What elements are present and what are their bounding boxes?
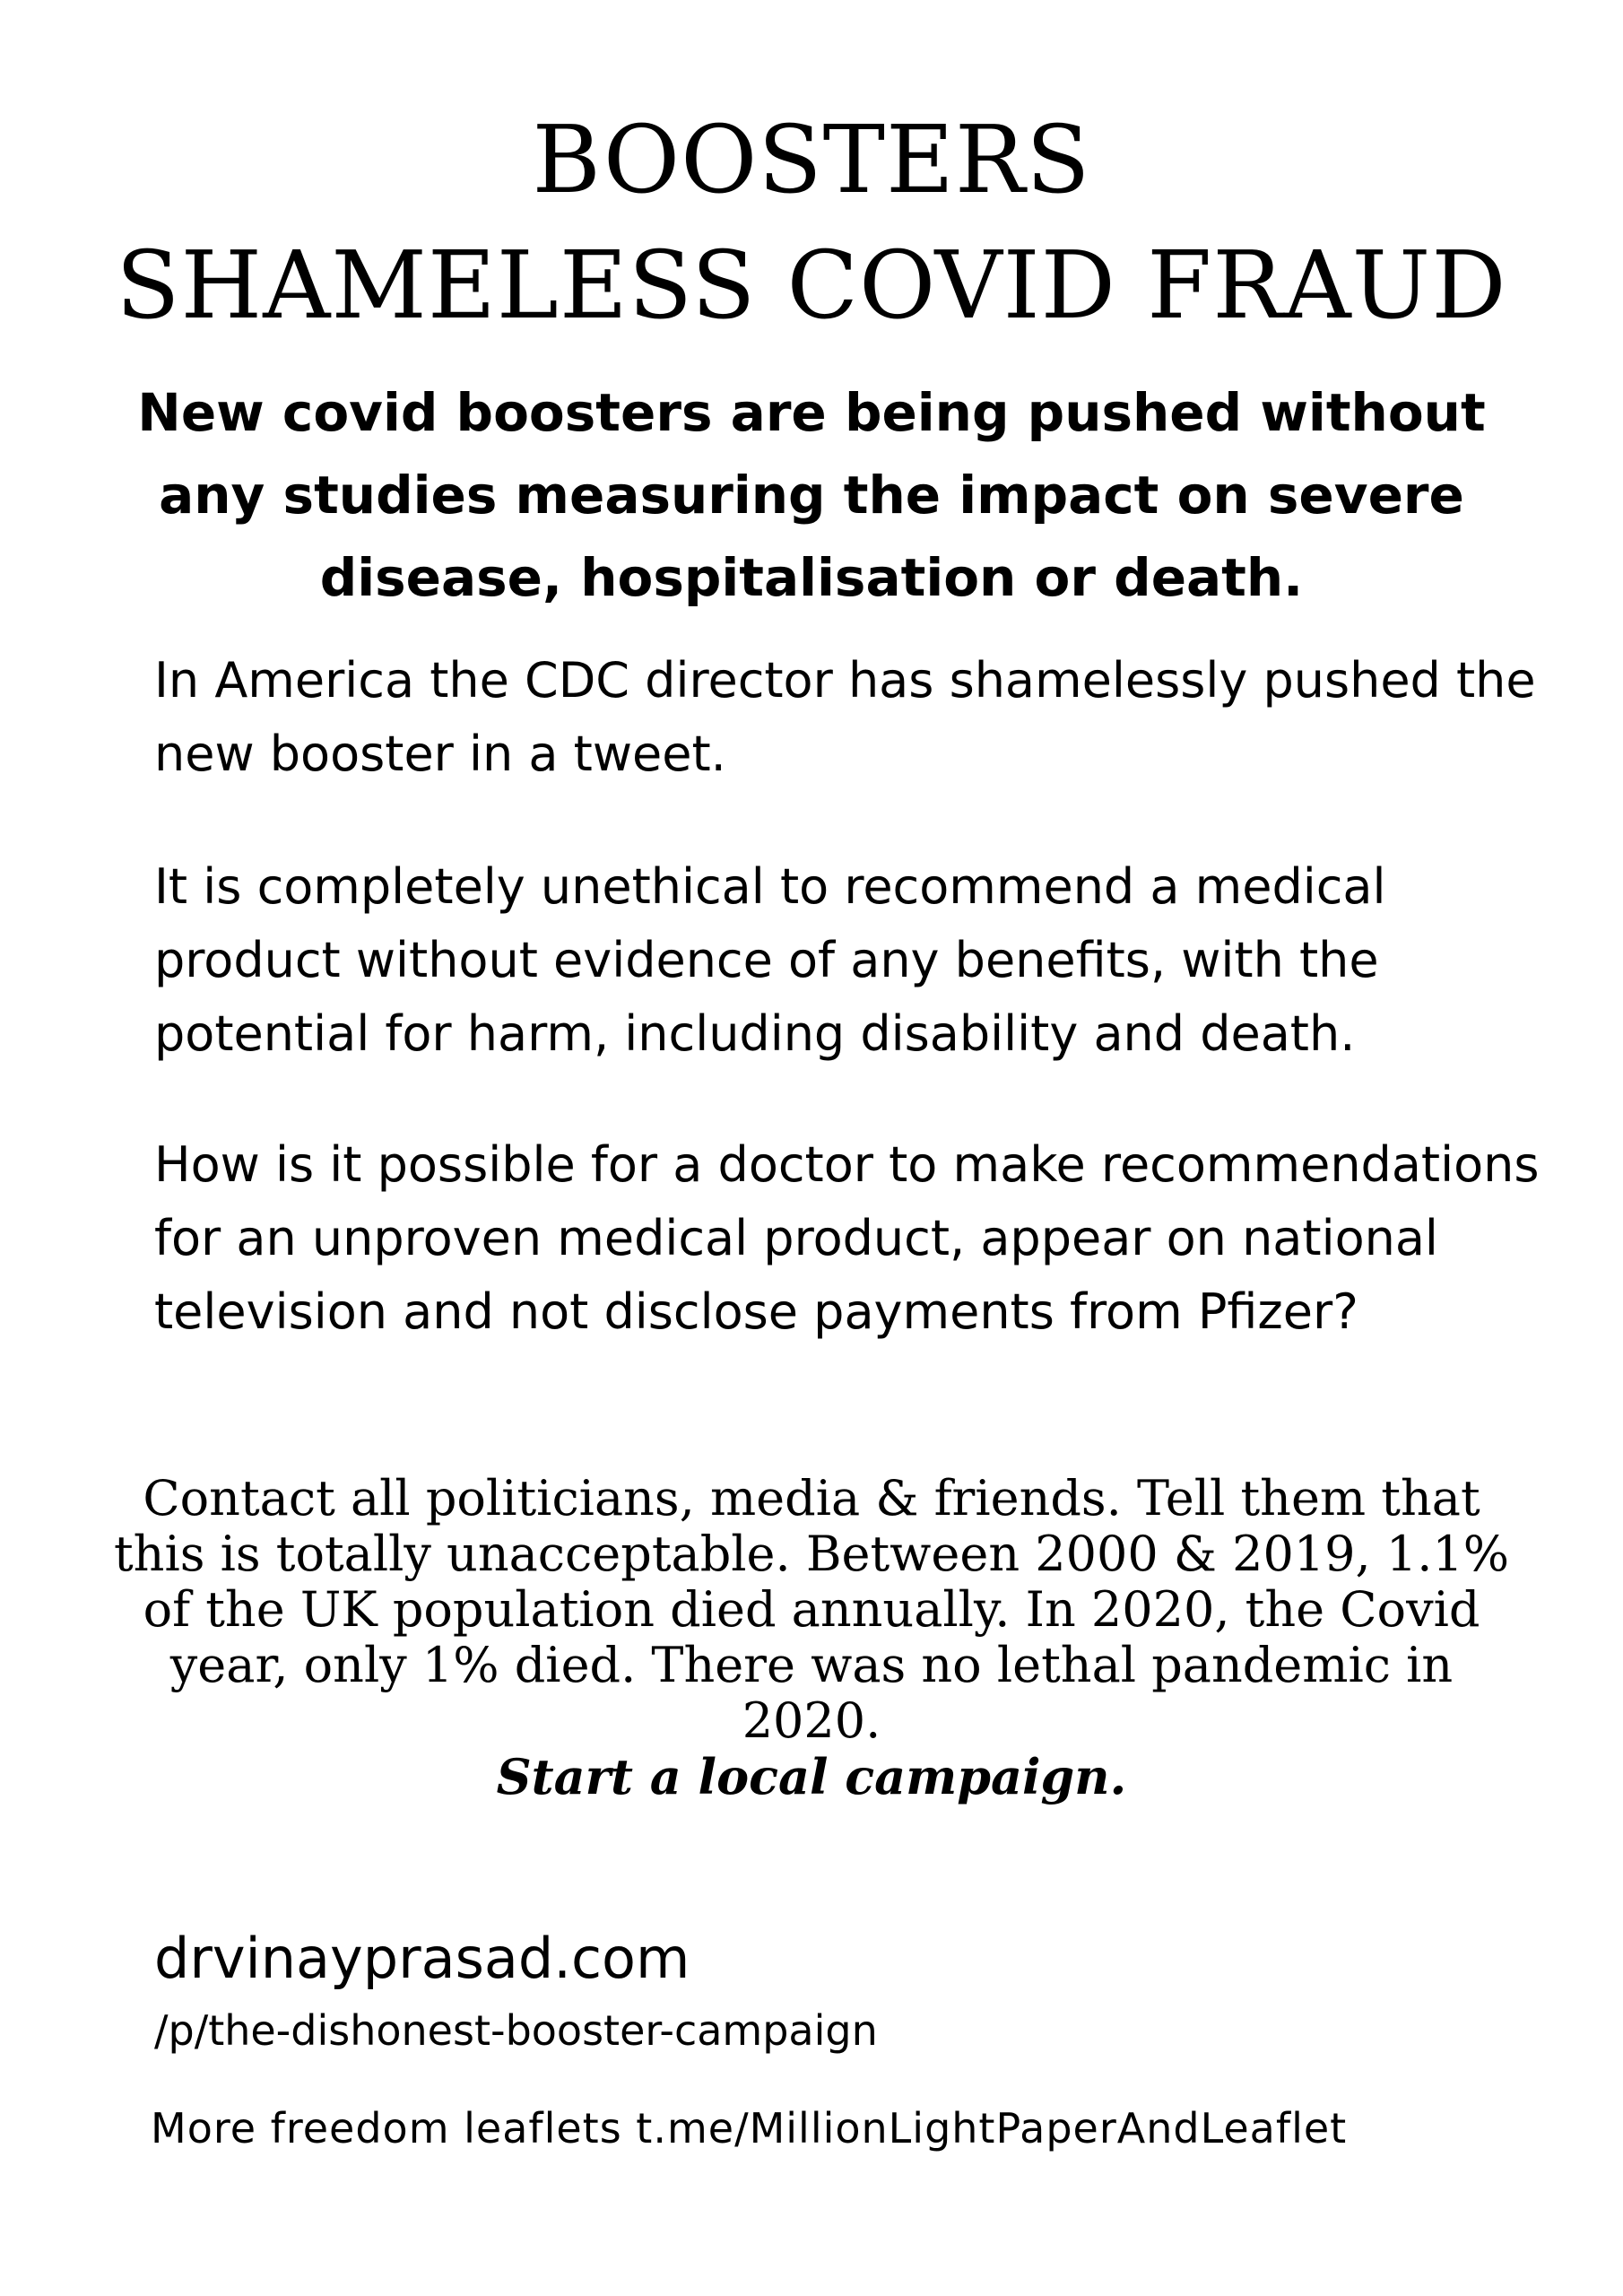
paragraph-doctor-question: How is it possible for a doctor to make recommendations for an unproven medical product, appear on national television and not disclose payments from Pfizer? <box>154 1136 1540 1340</box>
title-line-2: SHAMELESS COVID FRAUD <box>116 230 1507 340</box>
footer-text: More freedom leaflets t.me/MillionLightPaperAndLeaflet <box>151 2104 1348 2152</box>
website-link[interactable]: drvinayprasad.com <box>154 1926 690 1991</box>
title-line-1: BOOSTERS <box>532 105 1091 214</box>
website-path[interactable]: /p/the-dishonest-booster-campaign <box>154 2006 878 2055</box>
callout-block <box>108 1471 1515 1805</box>
subtitle: New covid boosters are being pushed without any studies measuring the impact on severe disease, hospitalisation or death. <box>137 382 1486 608</box>
callout-cta: Start a local campaign. <box>496 1748 1127 1805</box>
paragraph-unethical: It is completely unethical to recommend a medical product without evidence of any benefits, with the potential for harm, including disability and death. <box>154 858 1386 1062</box>
callout-text: Contact all politicians, media & friends. Tell them that this is totally unacceptable. Between 2000 & 2019, 1.1% of the UK population died annually. In 2020, the Covid year, only 1% died. There was no lethal pandemic in 2020. <box>113 1470 1510 1749</box>
paragraph-cdc-director: In America the CDC director has shamelessly pushed the new booster in a tweet. <box>154 652 1536 782</box>
